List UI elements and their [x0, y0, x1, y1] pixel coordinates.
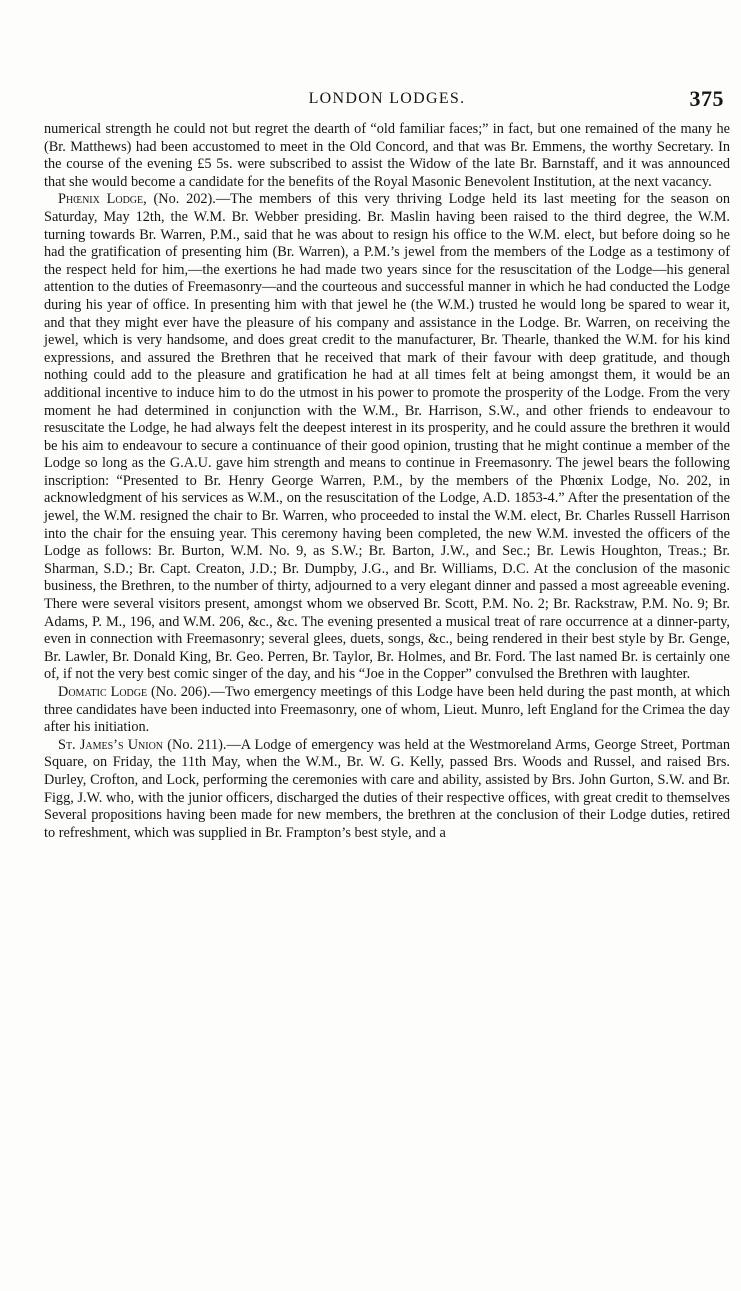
- paragraph-text: (No. 202).—The members of this very thriving Lodge held its last meeting for the season on Saturday, May 12th, the W.M. Br. Webber presiding. Br. Maslin having been raised to the third degree, the W.M. turning towards Br. Warren, P.M., said that he was about to resign his office to the W.M. elect, but before doing so he had the gratification of presenting him (Br. Warren), a P.M.’s jewel from the members of the Lodge as a testimony of the respect held for him,—the exertions he had made two years since for the resuscitation of the Lodge—his general attention to the duties of Freemasonry—and the courteous and successful manner in which he had conducted the Lodge during his year of office. In presenting him with that jewel he (the W.M.) trusted he would long be spared to wear it, and that they might ever have the pleasure of his company and assistance in the Lodge. Br. Warren, on receiving the jewel, which is very handsome, and does great credit to the manufacturer, Br. Thearle, thanked the W.M. for his kind expressions, and assured the Brethren that he received that mark of their favour with deep gratitude, and though nothing could add to the pleasure and gratification he had at all times felt at being amongst them, it would be an additional incentive to induce him to do the utmost in his power to promote the prosperity of the Lodge. From the very moment he had determined in conjunction with the W.M., Br. Harrison, S.W., and other friends to endeavour to resuscitate the Lodge, he had always felt the deepest interest in its prosperity, and he could assure the brethren it would be his aim to endeavour to secure a continuance of their good opinion, trusting that he might continue a member of the Lodge so long as the G.A.U. gave him strength and means to continue in Freemasonry. The jewel bears the following inscription: “Presented to Br. Henry George Warren, P.M., by the members of the Phœnix Lodge, No. 202, in acknowledgment of his services as W.M., on the resuscitation of the Lodge, A.D. 1853-4.” After the presentation of the jewel, the W.M. resigned the chair to Br. Warren, who proceeded to instal the W.M. elect, Br. Charles Russell Harrison into the chair for the ensuing year. This ceremony having been completed, the new W.M. invested the officers of the Lodge as follows: Br. Burton, W.M. No. 9, as S.W.; Br. Barton, J.W., and Sec.; Br. Lewis Houghton, Treas.; Br. Sharman, S.D.; Br. Capt. Creaton, J.D.; Br. Dumpby, J.G., and Br. Williams, D.C. At the conclusion of the masonic business, the Brethren, to the number of thirty, adjourned to a very elegant dinner and passed a most agreeable evening. There were several visitors present, amongst whom we observed Br. Scott, P.M. No. 2; Br. Rackstraw, P.M. No. 9; Br. Adams, P. M., 196, and W.M. 206, &c., &c. The evening presented a musical treat of rare occurrence at a dinner-party, even in connection with Freemasonry; several glees, duets, songs, &c., being rendered in their best style by Br. Genge, Br. Lawler, Br. Donald King, Br. Geo. Perren, Br. Taylor, Br. Holmes, and Br. Ford. The last named Br. is certainly one of, if not the very best comic singer of the day, and his “Joe in the Copper” convulsed the Brethren with laughter.: [44, 191, 730, 683]
- paragraph-phoenix-lodge: [44, 191, 730, 684]
- paragraph-st-james-union: [44, 737, 730, 843]
- lodge-heading: St. James’s Union: [58, 736, 164, 753]
- lodge-heading: Domatic Lodge: [58, 684, 148, 700]
- running-title: LONDON LODGES.: [308, 90, 466, 107]
- paragraph-text: (No. 206).—Two emergency meetings of this Lodge have been held during the past month, at which three candidates have been inducted into Freemasonry, one of whom, Lieut. Munro, left England for the Crimea the day after his initiation.: [44, 684, 730, 736]
- paragraph-domatic-lodge: [44, 684, 730, 737]
- page-header: [44, 86, 730, 116]
- page-number: 375: [689, 86, 724, 111]
- paragraph-text: (No. 211).—A Lodge of emergency was held at the Westmoreland Arms, George Street, Portman Square, on Friday, the 11th May, when the W.M., Br. W. G. Kelly, passed Brs. Woods and Russel, and raised Brs. Durley, Crofton, and Lock, performing the ceremonies with care and ability, assisted by Brs. John Gurton, S.W. and Br. Figg, J.W. who, with the junior officers, discharged the duties of their respective offices, with great credit to themselves Several propositions having been made for new members, the brethren at the conclusion of their Lodge duties, retired to refreshment, which was supplied in Br. Frampton’s best style, and a: [44, 736, 730, 841]
- lodge-heading: Phœnix Lodge,: [58, 191, 147, 208]
- article-body: [44, 121, 730, 842]
- paragraph-text: numerical strength he could not but regret the dearth of “old familiar faces;” in fact, but one remained of the many he (Br. Matthews) had been accustomed to meet in the Old Concord, and that was Br. Emmens, the worthy Secretary. In the course of the evening £5 5s. were subscribed to assist the Widow of the late Br. Barnstaff, and it was announced that she would become a candidate for the benefits of the Royal Masonic Benevolent Institution, at the next vacancy.: [44, 121, 730, 190]
- paragraph-concord-continuation: [44, 121, 730, 191]
